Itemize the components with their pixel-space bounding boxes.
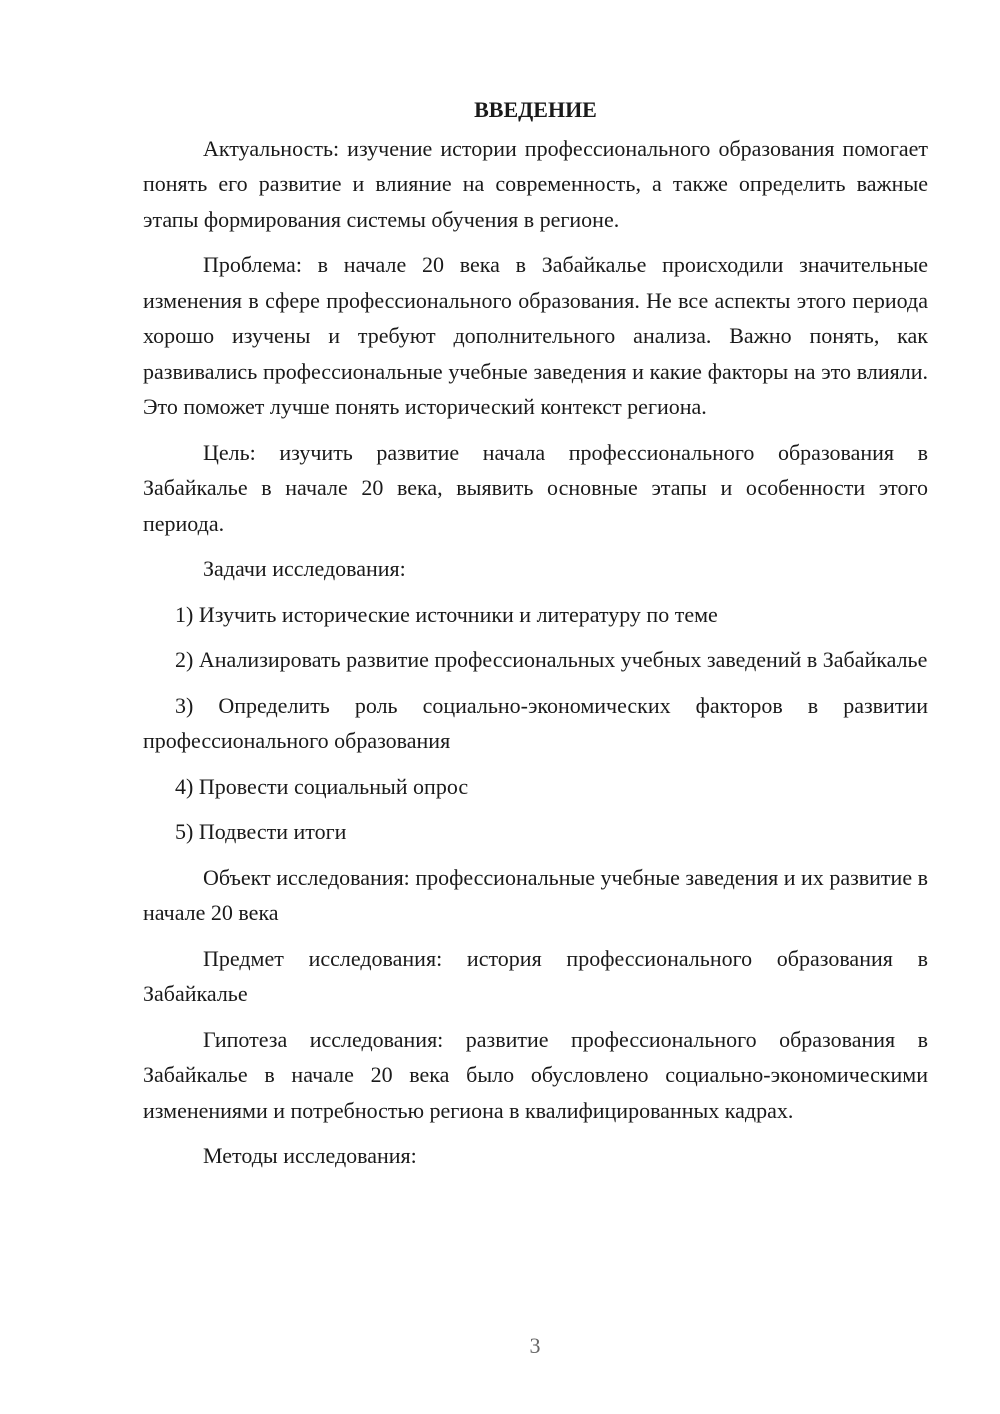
paragraph-relevance: Актуальность: изучение истории профессионального образования помогает понять его развитие и влияние на современность, а также определить важные этапы формирования системы обучения в регионе.: [143, 135, 928, 232]
list-item: 2) Анализировать развитие профессиональных учебных заведений в Забайкалье: [175, 647, 928, 672]
page-number: 3: [529, 1333, 541, 1358]
page-title: ВВЕДЕНИЕ: [474, 97, 597, 122]
list-item: 3) Определить роль социально-экономических факторов в развитии профессионального образования: [143, 692, 928, 753]
paragraph-problem: Проблема: в начале 20 века в Забайкалье происходили значительные изменения в сфере профессионального образования. Не все аспекты этого периода хорошо изучены и требуют дополнительного анализа. Важно понять, как развивались профессиональные учебные заведения и какие факторы на это влияли. Это поможет лучше понять исторический контекст региона.: [143, 252, 928, 419]
paragraph-object: Объект исследования: профессиональные учебные заведения и их развитие в начале 20 века: [143, 864, 928, 925]
paragraph-methods: Методы исследования:: [203, 1143, 417, 1168]
paragraph-hypothesis: Гипотеза исследования: развитие профессионального образования в Забайкалье в начале 20 века было обусловлено социально-экономическими изменениями и потребностью региона в квалифицированных кадрах.: [143, 1026, 928, 1123]
list-item: 5) Подвести итоги: [175, 819, 347, 844]
list-item: 4) Провести социальный опрос: [175, 773, 469, 799]
document-page: [143, 92, 928, 1184]
tasks-heading: Задачи исследования:: [203, 556, 406, 581]
paragraph-subject: Предмет исследования: история профессионального образования в Забайкалье: [143, 945, 928, 1006]
paragraph-goal: Цель: изучить развитие начала профессионального образования в Забайкалье в начале 20 века, выявить основные этапы и особенности этого периода.: [143, 439, 928, 536]
list-item: 1) Изучить исторические источники и литературу по теме: [175, 601, 718, 627]
